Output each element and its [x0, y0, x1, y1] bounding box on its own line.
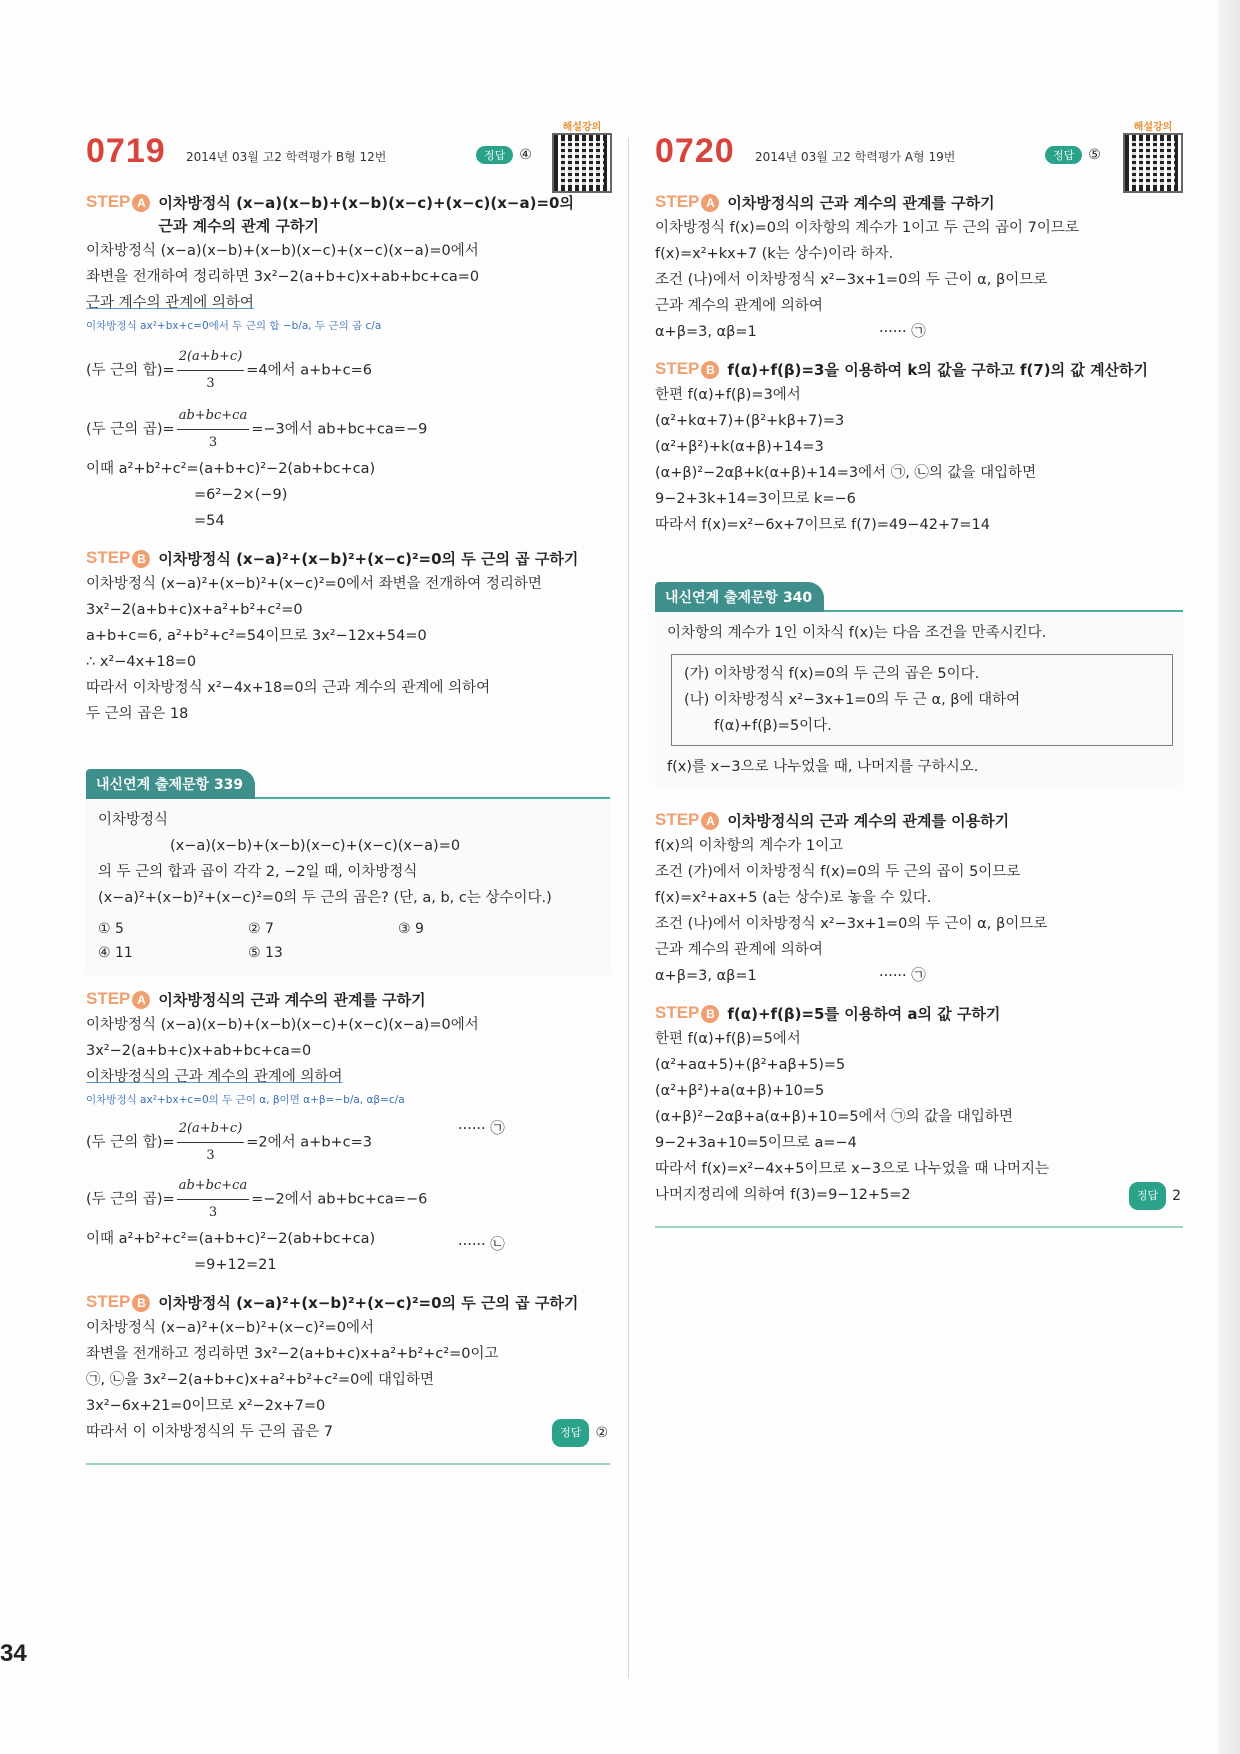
- condition-line: (가) 이차방정식 f(x)=0의 두 근의 곱은 5이다.: [684, 666, 980, 682]
- line: a+b+c=6, a²+b²+c²=54이므로 3x²−12x+54=0: [86, 628, 427, 644]
- line: 좌변을 전개하고 정리하면 3x²−2(a+b+c)x+a²+b²+c²=0이고: [86, 1346, 499, 1362]
- related-problem-label: 내신연계 출제문항 339: [86, 769, 255, 799]
- line: =6²−2×(−9): [194, 487, 288, 503]
- line: 이차방정식 (x−a)²+(x−b)²+(x−c)²=0에서: [86, 1320, 374, 1336]
- question-line: (x−a)(x−b)+(x−b)(x−c)+(x−c)(x−a)=0: [170, 838, 461, 854]
- line: 이차방정식 f(x)=0의 이차항의 계수가 1이고 두 근의 곱이 7이므로: [655, 220, 1079, 236]
- step-a-tag: STEP A: [86, 989, 150, 1009]
- question-line: 이차방정식: [98, 812, 169, 828]
- problem-0719: [86, 118, 610, 1465]
- problem-header: [655, 118, 1183, 178]
- line: 3x²−2(a+b+c)x+a²+b²+c²=0: [86, 602, 303, 618]
- answer-value: ④: [519, 147, 532, 163]
- choice-2[interactable]: ② 7: [248, 921, 274, 937]
- line: 근과 계수의 관계에 의하여: [655, 942, 823, 958]
- line: 조건 (나)에서 이차방정식 x²−3x+1=0의 두 근이 α, β이므로: [655, 916, 1048, 932]
- final-answer: 정답 ②: [552, 1419, 608, 1447]
- answer-choices: [98, 917, 600, 965]
- condition-line: f(α)+f(β)=5이다.: [714, 718, 832, 734]
- question-line: 의 두 근의 합과 곱이 각각 2, −2일 때, 이차방정식: [98, 864, 418, 880]
- step-b-title: f(α)+f(β)=5를 이용하여 a의 값 구하기: [727, 1005, 1001, 1023]
- line: α+β=3, αβ=1 ······ ㉠: [655, 968, 926, 984]
- sum-line: (두 근의 합)= $\frac{2(a+b+c)}{3}$ =4에서 a+b+c=6: [86, 344, 610, 397]
- line: f(x)=x²+kx+7 (k는 상수)이라 하자.: [655, 246, 894, 262]
- step-b: [86, 548, 610, 571]
- line: 이차방정식 (x−a)(x−b)+(x−b)(x−c)+(x−c)(x−a)=0에서: [86, 243, 479, 259]
- final-line: 따라서 이 이차방정식의 두 근의 곱은 7 정답 ②: [86, 1419, 610, 1445]
- question-line: (x−a)²+(x−b)²+(x−c)²=0의 두 근의 곱은? (단, a, b, c는 상수이다.): [98, 890, 552, 906]
- line: 좌변을 전개하여 정리하면 3x²−2(a+b+c)x+ab+bc+ca=0: [86, 269, 480, 285]
- line: (α+β)²−2αβ+k(α+β)+14=3에서 ㉠, ㉡의 값을 대입하면: [655, 465, 1037, 481]
- section-separator: [655, 1226, 1183, 1228]
- formula-note: 이차방정식 ax²+bx+c=0의 두 근이 α, β이면 α+β=−b/a, αβ=c/a: [86, 1094, 405, 1106]
- line: =9+12=21: [194, 1257, 277, 1273]
- related-problem-label: 내신연계 출제문항 340: [655, 582, 824, 612]
- step-b: [655, 359, 1183, 382]
- step-a-title: 이차방정식의 근과 계수의 관계를 구하기: [158, 991, 426, 1009]
- step-a-tag: STEP A: [655, 192, 719, 212]
- step-b-title: 이차방정식 (x−a)²+(x−b)²+(x−c)²=0의 두 근의 곱 구하기: [158, 550, 579, 568]
- related-problem-header: [86, 767, 610, 799]
- line: 3x²−2(a+b+c)x+ab+bc+ca=0: [86, 1043, 312, 1059]
- page-number: 34: [0, 1640, 27, 1667]
- answer-pill: 정답: [1045, 146, 1082, 164]
- line: ㉠, ㉡을 3x²−2(a+b+c)x+a²+b²+c²=0에 대입하면: [86, 1372, 435, 1388]
- column-divider: [628, 138, 629, 1678]
- line: 9−2+3k+14=3이므로 k=−6: [655, 491, 856, 507]
- condition-line: (나) 이차방정식 x²−3x+1=0의 두 근 α, β에 대하여: [684, 692, 1021, 708]
- line: (α²+kα+7)+(β²+kβ+7)=3: [655, 413, 845, 429]
- step-a-title: 이차방정식의 근과 계수의 관계를 이용하기: [727, 812, 1010, 830]
- condition-box: [671, 654, 1173, 746]
- line: (α²+aα+5)+(β²+aβ+5)=5: [655, 1057, 846, 1073]
- line: ∴ x²−4x+18=0: [86, 654, 197, 670]
- qr-code-icon[interactable]: [552, 133, 612, 193]
- related-problem-body: [655, 612, 1183, 790]
- choice-5[interactable]: ⑤ 13: [248, 945, 283, 961]
- answer-box: [1045, 146, 1101, 164]
- final-line: 나머지정리에 의하여 f(3)=9−12+5=2 정답 2: [655, 1182, 1183, 1208]
- line: 이차방정식 (x−a)(x−b)+(x−b)(x−c)+(x−c)(x−a)=0에서: [86, 1017, 479, 1033]
- problem-header: [86, 118, 610, 178]
- step-a-tag: STEP A: [86, 192, 150, 212]
- problem-source: 2014년 03월 고2 학력평가 B형 12번: [186, 150, 387, 164]
- problem-number: 0719: [86, 132, 166, 170]
- problem-number: 0720: [655, 132, 735, 170]
- problem-0720: [655, 118, 1183, 1228]
- line: 이때 a²+b²+c²=(a+b+c)²−2(ab+bc+ca) ······ ㉡: [86, 1231, 505, 1253]
- line: 조건 (나)에서 이차방정식 x²−3x+1=0의 두 근이 α, β이므로: [655, 272, 1048, 288]
- choice-3[interactable]: ③ 9: [398, 921, 424, 937]
- answer-box: [476, 146, 532, 164]
- line: 3x²−6x+21=0이므로 x²−2x+7=0: [86, 1398, 326, 1414]
- line: =54: [194, 513, 225, 529]
- answer-pill: 정답: [476, 146, 513, 164]
- line: (α+β)²−2αβ+a(α+β)+10=5에서 ㉠의 값을 대입하면: [655, 1109, 1013, 1125]
- line: 이차방정식의 근과 계수의 관계에 의하여: [86, 1069, 343, 1085]
- qr-code-icon[interactable]: [1123, 133, 1183, 193]
- choice-1[interactable]: ① 5: [98, 921, 124, 937]
- step-b-tag: STEP B: [86, 1292, 150, 1312]
- line: 두 근의 곱은 18: [86, 706, 189, 722]
- line: 이때 a²+b²+c²=(a+b+c)²−2(ab+bc+ca): [86, 461, 376, 477]
- question-line: f(x)를 x−3으로 나누었을 때, 나머지를 구하시오.: [667, 759, 979, 775]
- line: 한편 f(α)+f(β)=5에서: [655, 1031, 801, 1047]
- line: 근과 계수의 관계에 의하여: [86, 295, 254, 311]
- qr-label: 해설강의: [1133, 122, 1173, 133]
- step-a: [655, 192, 1183, 215]
- line: 9−2+3a+10=5이므로 a=−4: [655, 1135, 857, 1151]
- page-edge-shadow: [1218, 0, 1240, 1754]
- problem-source: 2014년 03월 고2 학력평가 A형 19번: [755, 150, 956, 164]
- lecture-qr[interactable]: [1123, 118, 1183, 193]
- line: 이차방정식 (x−a)²+(x−b)²+(x−c)²=0에서 좌변을 전개하여 정리하면: [86, 576, 542, 592]
- section-separator: [86, 1463, 610, 1465]
- line: (α²+β²)+k(α+β)+14=3: [655, 439, 824, 455]
- choice-4[interactable]: ④ 11: [98, 945, 133, 961]
- line: 조건 (가)에서 이차방정식 f(x)=0의 두 근의 곱이 5이므로: [655, 864, 1021, 880]
- step-a-title: 이차방정식 (x−a)(x−b)+(x−b)(x−c)+(x−c)(x−a)=0의 근과 계수의 관계 구하기: [158, 194, 574, 235]
- related-problem-header: [655, 580, 1183, 612]
- question-line: 이차항의 계수가 1인 이차식 f(x)는 다음 조건을 만족시킨다.: [667, 625, 1047, 641]
- step-b-title: 이차방정식 (x−a)²+(x−b)²+(x−c)²=0의 두 근의 곱 구하기: [158, 1294, 579, 1312]
- line: f(x)=x²+ax+5 (a는 상수)로 놓을 수 있다.: [655, 890, 932, 906]
- product-line: (두 근의 곱)= $\frac{ab+bc+ca}{3}$ =−3에서 ab+bc+ca=−9: [86, 403, 610, 456]
- qr-label: 해설강의: [562, 122, 602, 133]
- product-line: (두 근의 곱)= $\frac{ab+bc+ca}{3}$ =−2에서 ab+bc+ca=−6: [86, 1173, 610, 1226]
- solution-step-a: [86, 989, 610, 1012]
- answer-value: ⑤: [1088, 147, 1101, 163]
- line: 근과 계수의 관계에 의하여: [655, 298, 823, 314]
- step-b-tag: STEP B: [86, 548, 150, 568]
- step-a-tag: STEP A: [655, 810, 719, 830]
- step-a: [86, 192, 610, 238]
- line: 따라서 f(x)=x²−6x+7이므로 f(7)=49−42+7=14: [655, 517, 990, 533]
- line: 따라서 이차방정식 x²−4x+18=0의 근과 계수의 관계에 의하여: [86, 680, 491, 696]
- line: (α²+β²)+a(α+β)+10=5: [655, 1083, 825, 1099]
- solution-step-b: [86, 1292, 610, 1315]
- solution-step-b: [655, 1003, 1183, 1026]
- step-b-tag: STEP B: [655, 1003, 719, 1023]
- solution-step-a: [655, 810, 1183, 833]
- step-a-title: 이차방정식의 근과 계수의 관계를 구하기: [727, 194, 995, 212]
- sum-line: (두 근의 합)= $\frac{2(a+b+c)}{3}$ =2에서 a+b+c=3 ······ ㉠: [86, 1116, 610, 1169]
- step-b-tag: STEP B: [655, 359, 719, 379]
- line: 한편 f(α)+f(β)=3에서: [655, 387, 801, 403]
- formula-note: 이차방정식 ax²+bx+c=0에서 두 근의 합 −b/a, 두 근의 곱 c/a: [86, 320, 382, 332]
- line: α+β=3, αβ=1 ······ ㉠: [655, 324, 926, 340]
- related-problem-body: [86, 799, 610, 975]
- step-b-title: f(α)+f(β)=3을 이용하여 k의 값을 구하고 f(7)의 값 계산하기: [727, 361, 1149, 379]
- final-answer: 정답 2: [1129, 1182, 1181, 1210]
- lecture-qr[interactable]: [552, 118, 612, 193]
- line: 따라서 f(x)=x²−4x+5이므로 x−3으로 나누었을 때 나머지는: [655, 1161, 1049, 1177]
- line: f(x)의 이차항의 계수가 1이고: [655, 838, 844, 854]
